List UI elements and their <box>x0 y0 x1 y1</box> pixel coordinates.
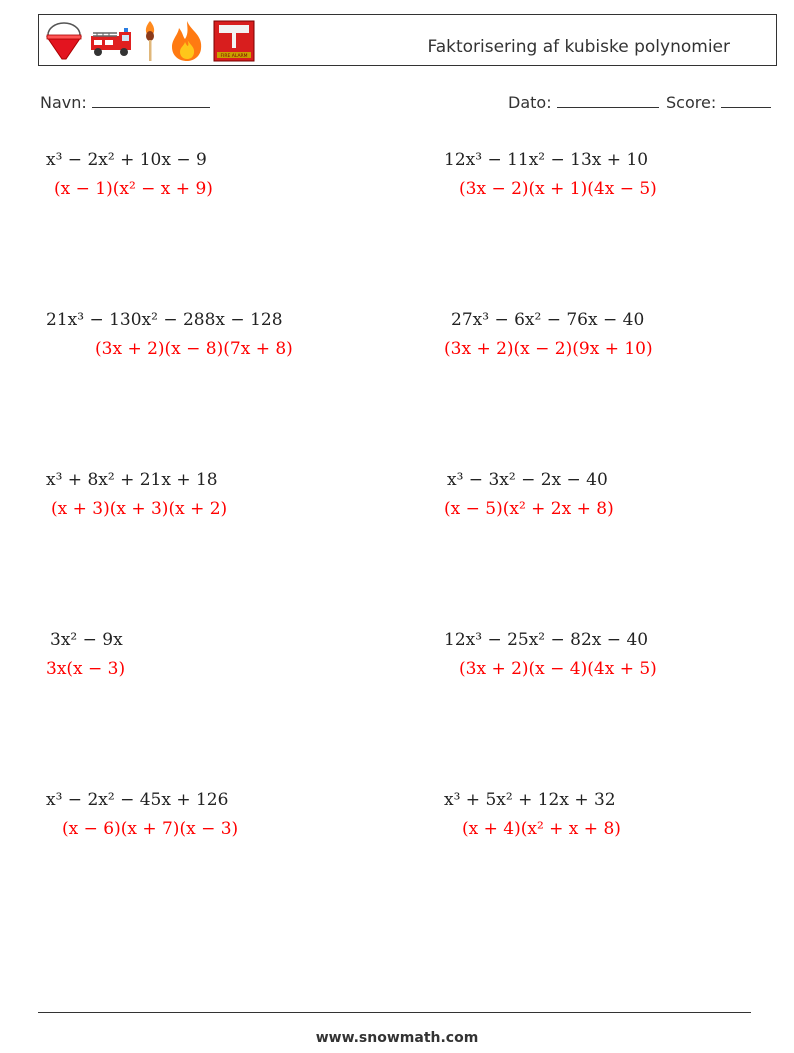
problem-answer: (3x + 2)(x − 2)(9x + 10) <box>444 339 653 359</box>
problem-answer: (3x + 2)(x − 4)(4x + 5) <box>459 659 657 679</box>
footer-divider <box>38 1012 751 1013</box>
fire-truck-icon <box>89 24 133 58</box>
header-icons <box>45 19 255 63</box>
problem-6 <box>444 470 614 519</box>
problem-answer: (3x − 2)(x + 1)(4x − 5) <box>459 179 657 199</box>
problem-3 <box>46 310 293 359</box>
problem-answer: 3x(x − 3) <box>46 659 126 679</box>
match-icon <box>139 19 161 63</box>
fire-bucket-icon <box>45 21 83 61</box>
problem-question: 12x³ − 25x² − 82x − 40 <box>444 630 649 650</box>
name-label: Navn: <box>40 93 87 112</box>
problem-4 <box>444 310 653 359</box>
problem-5 <box>46 470 227 519</box>
name-field <box>40 93 210 112</box>
footer-website: www.snowmath.com <box>315 1030 479 1046</box>
problem-answer: (x − 6)(x + 7)(x − 3) <box>62 819 239 839</box>
problem-9 <box>46 790 238 839</box>
date-field <box>508 93 659 112</box>
problem-2 <box>444 150 657 199</box>
score-blank <box>721 93 771 108</box>
problem-10 <box>444 790 621 839</box>
problem-7 <box>46 630 125 679</box>
name-blank <box>92 93 210 108</box>
problem-answer: (x − 5)(x² + 2x + 8) <box>444 499 614 519</box>
worksheet-header <box>38 14 777 66</box>
problem-8 <box>444 630 657 679</box>
problem-answer: (x − 1)(x² − x + 9) <box>54 179 213 199</box>
problem-question: 27x³ − 6x² − 76x − 40 <box>451 310 645 330</box>
problem-question: x³ − 2x² + 10x − 9 <box>46 150 207 170</box>
flame-icon <box>167 19 207 63</box>
problem-question: 12x³ − 11x² − 13x + 10 <box>444 150 649 170</box>
problem-question: x³ − 3x² − 2x − 40 <box>447 470 608 490</box>
score-label: Score: <box>666 93 717 112</box>
problem-question: 3x² − 9x <box>50 630 123 650</box>
problem-question: x³ + 8x² + 21x + 18 <box>46 470 218 490</box>
problem-answer: (x + 4)(x² + x + 8) <box>462 819 621 839</box>
problem-answer: (x + 3)(x + 3)(x + 2) <box>51 499 228 519</box>
page-title: Faktorisering af kubiske polynomier <box>427 37 730 57</box>
date-blank <box>557 93 659 108</box>
problem-question: x³ − 2x² − 45x + 126 <box>46 790 229 810</box>
date-label: Dato: <box>508 93 552 112</box>
problem-1 <box>46 150 213 199</box>
problem-answer: (3x + 2)(x − 8)(7x + 8) <box>95 339 293 359</box>
score-field <box>666 93 771 112</box>
problem-question: 21x³ − 130x² − 288x − 128 <box>46 310 283 330</box>
svg-text:FIRE ALARM: FIRE ALARM <box>220 54 248 59</box>
fire-alarm-icon <box>213 20 255 62</box>
problem-question: x³ + 5x² + 12x + 32 <box>444 790 616 810</box>
